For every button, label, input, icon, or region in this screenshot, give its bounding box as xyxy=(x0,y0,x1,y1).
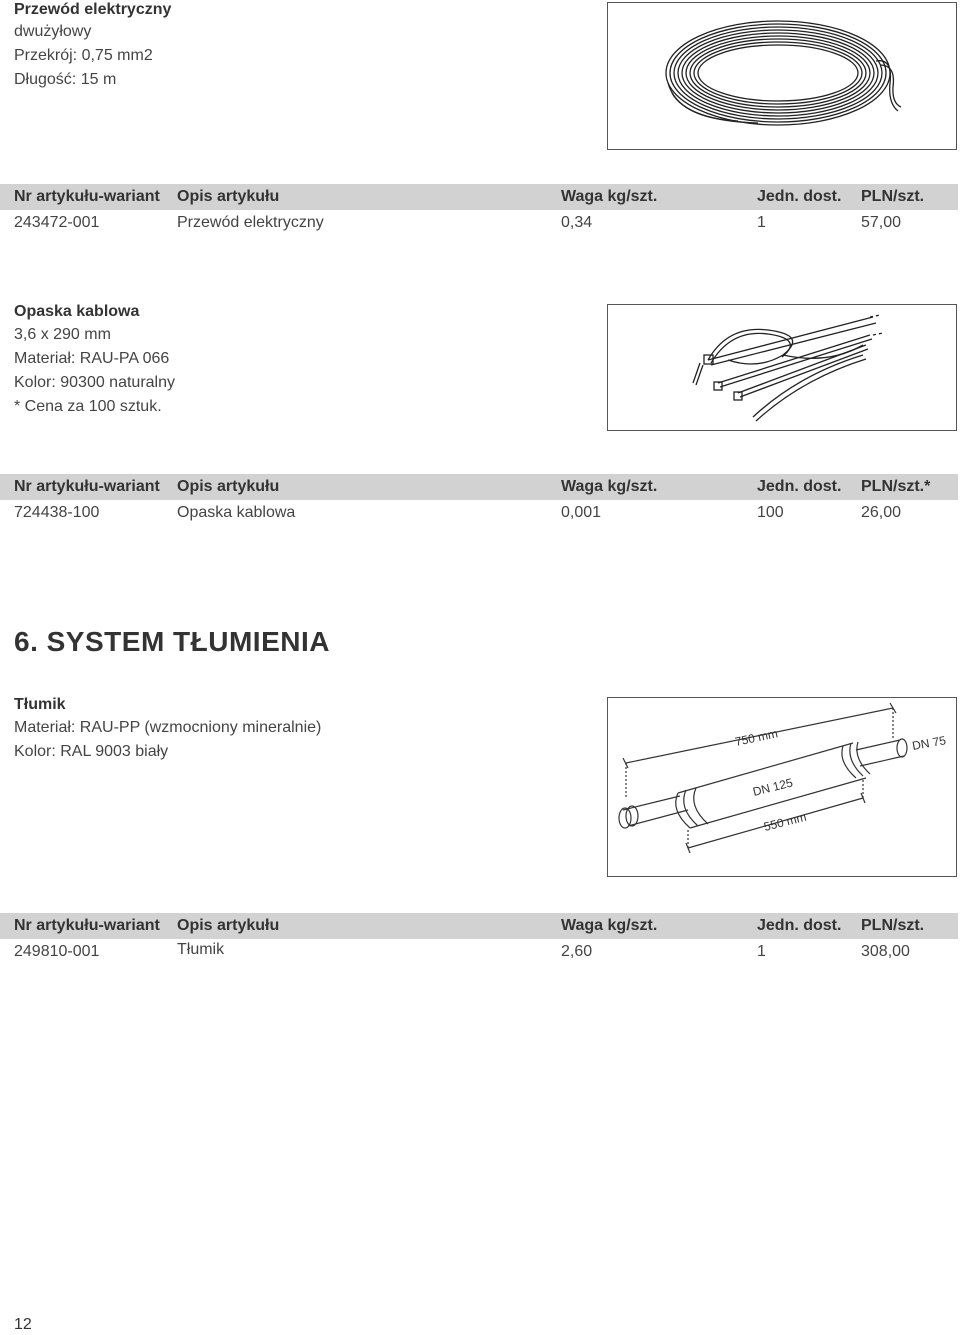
product-desc-line: 3,6 x 290 mm xyxy=(14,326,111,343)
col-header-description: Opis artykułu xyxy=(177,188,280,205)
dim-label-dn-body: DN 125 xyxy=(751,775,795,799)
silencer-drawing-icon xyxy=(608,698,956,876)
cell-weight: 2,60 xyxy=(561,943,593,960)
cell-description: Przewód elektryczny xyxy=(177,214,324,231)
col-header-unit: Jedn. dost. xyxy=(757,917,842,934)
col-header-article: Nr artykułu-wariant xyxy=(14,478,160,495)
table-header-silencer xyxy=(0,913,958,939)
cell-description: Opaska kablowa xyxy=(177,504,296,521)
cell-description: Tłumik xyxy=(177,941,225,958)
product-desc-line: Długość: 15 m xyxy=(14,71,117,88)
cell-price: 308,00 xyxy=(861,943,910,960)
dim-label-length-body: 550 mm xyxy=(762,809,808,834)
cell-weight: 0,34 xyxy=(561,214,593,231)
section-heading: 6. SYSTEM TŁUMIENIA xyxy=(14,626,330,657)
cell-unit: 1 xyxy=(757,943,766,960)
table-row xyxy=(0,939,958,965)
product-desc-line: Kolor: 90300 naturalny xyxy=(14,374,175,391)
product-title-cable-tie: Opaska kablowa xyxy=(14,303,140,320)
table-header-cable xyxy=(0,184,958,210)
cell-unit: 100 xyxy=(757,504,784,521)
col-header-price: PLN/szt. xyxy=(861,917,925,934)
product-desc-line: Kolor: RAL 9003 biały xyxy=(14,743,169,760)
cell-article: 249810-001 xyxy=(14,943,100,960)
col-header-price: PLN/szt.* xyxy=(861,478,931,495)
cell-price: 57,00 xyxy=(861,214,902,231)
product-desc-line: Przekrój: 0,75 mm2 xyxy=(14,47,153,64)
cell-unit: 1 xyxy=(757,214,766,231)
col-header-weight: Waga kg/szt. xyxy=(561,478,658,495)
product-desc-line: Materiał: RAU-PP (wzmocniony mineralnie) xyxy=(14,719,322,736)
col-header-description: Opis artykułu xyxy=(177,917,280,934)
col-header-weight: Waga kg/szt. xyxy=(561,188,658,205)
page-number: 12 xyxy=(14,1316,32,1333)
cable-tie-image xyxy=(607,304,957,431)
col-header-article: Nr artykułu-wariant xyxy=(14,917,160,934)
col-header-unit: Jedn. dost. xyxy=(757,188,842,205)
col-header-description: Opis artykułu xyxy=(177,478,280,495)
table-row xyxy=(0,210,958,236)
cell-price: 26,00 xyxy=(861,504,902,521)
product-title-cable: Przewód elektryczny xyxy=(14,1,172,18)
cell-article: 724438-100 xyxy=(14,504,100,521)
table-row xyxy=(0,500,958,526)
product-desc-line: * Cena za 100 sztuk. xyxy=(14,398,162,415)
col-header-article: Nr artykułu-wariant xyxy=(14,188,160,205)
col-header-weight: Waga kg/szt. xyxy=(561,917,658,934)
table-header-cable-tie xyxy=(0,474,958,500)
dim-label-length-total: 750 mm xyxy=(733,726,780,749)
silencer-image xyxy=(607,697,957,877)
col-header-unit: Jedn. dost. xyxy=(757,478,842,495)
cell-weight: 0,001 xyxy=(561,504,602,521)
cell-article: 243472-001 xyxy=(14,214,100,231)
dim-label-dn-outlet: DN 75 xyxy=(911,733,948,753)
product-desc-line: dwużyłowy xyxy=(14,23,92,40)
product-desc-line: Materiał: RAU-PA 066 xyxy=(14,350,170,367)
product-title-silencer: Tłumik xyxy=(14,696,66,713)
cable-ties-icon xyxy=(608,305,956,430)
cable-coil-icon xyxy=(608,3,956,149)
cable-image xyxy=(607,2,957,150)
col-header-price: PLN/szt. xyxy=(861,188,925,205)
